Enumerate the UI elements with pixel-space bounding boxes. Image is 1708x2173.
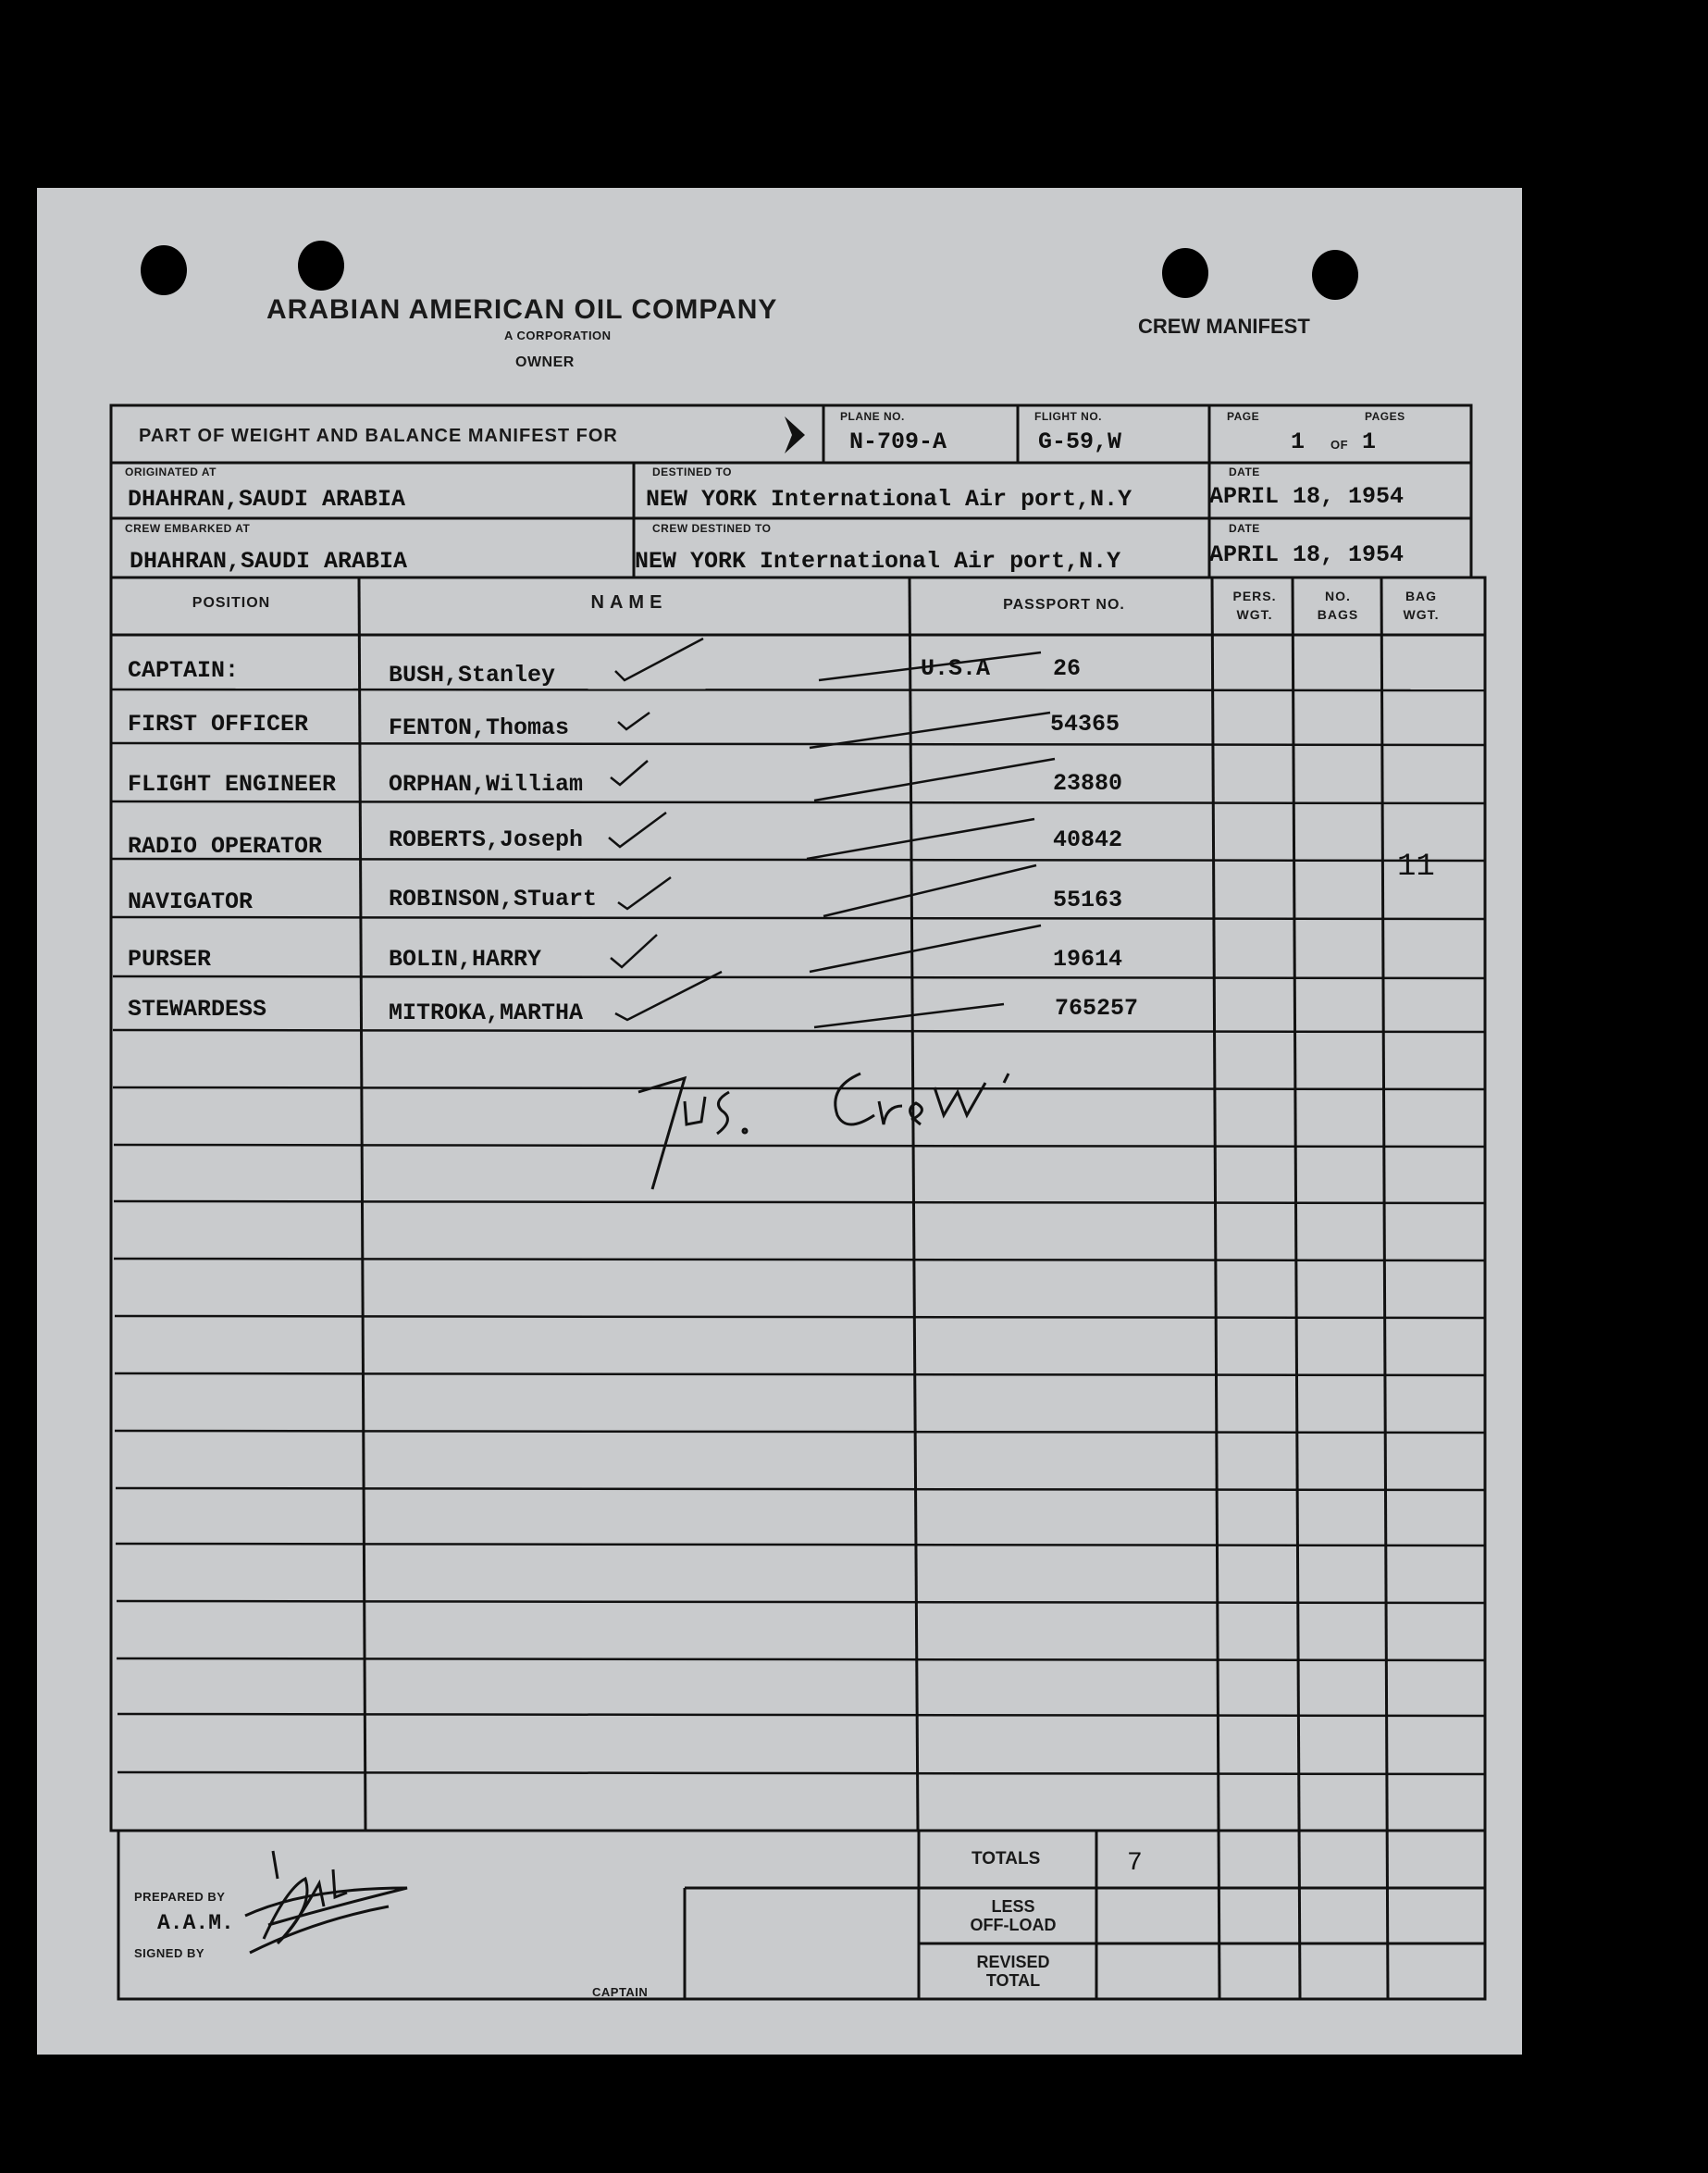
handwritten-note <box>638 1074 1009 1189</box>
captain-label: CAPTAIN <box>592 1985 649 1999</box>
plane-label: PLANE NO. <box>840 410 905 423</box>
crew-name: MITROKA,MARTHA <box>389 1000 584 1026</box>
crew-position: RADIO OPERATOR <box>128 833 323 860</box>
bag-weight-value: 11 <box>1397 850 1435 885</box>
date-value-1: APRIL 18, 1954 <box>1209 483 1405 510</box>
crew-embarked-value: DHAHRAN,SAUDI ARABIA <box>130 548 408 575</box>
destined-label: DESTINED TO <box>652 466 732 478</box>
prepared-by-label: PREPARED BY <box>134 1890 226 1904</box>
prepared-by-value: A.A.M. <box>157 1911 234 1935</box>
column-name: NAME <box>590 592 668 613</box>
flight-number: G-59,W <box>1038 428 1122 455</box>
destined-value: NEW YORK International Air port,N.Y <box>646 486 1132 513</box>
column-passport: PASSPORT NO. <box>1003 597 1125 613</box>
crew-name: ORPHAN,William <box>389 771 584 798</box>
crew-position: CAPTAIN: <box>128 657 240 684</box>
crew-passport: 40842 <box>1053 826 1123 853</box>
check-marks <box>609 639 722 1020</box>
crew-name: ROBINSON,STuart <box>389 886 598 913</box>
crew-position: STEWARDESS <box>128 996 267 1023</box>
pages-number: 1 <box>1362 428 1377 455</box>
crew-position: NAVIGATOR <box>128 888 254 915</box>
crew-destined-value: NEW YORK International Air port,N.Y <box>635 548 1121 575</box>
total-label: TOTAL <box>985 1971 1041 1990</box>
crew-name: FENTON,Thomas <box>389 714 570 741</box>
offload-label: OFF-LOAD <box>970 1916 1057 1934</box>
owner-label: OWNER <box>515 354 575 370</box>
page-label: PAGE <box>1227 410 1260 423</box>
crew-passport: 55163 <box>1053 887 1123 913</box>
crew-passport-prefix: U.S.A <box>921 655 991 682</box>
originated-label: ORIGINATED AT <box>125 466 217 478</box>
crew-name: BUSH,Stanley <box>389 662 556 689</box>
flight-label: FLIGHT NO. <box>1034 410 1102 423</box>
document-title: CREW MANIFEST <box>1138 315 1310 338</box>
originated-value: DHAHRAN,SAUDI ARABIA <box>128 486 406 513</box>
company-name: ARABIAN AMERICAN OIL COMPANY <box>266 294 778 325</box>
plane-number: N-709-A <box>849 428 947 455</box>
company-subtitle: A CORPORATION <box>504 329 612 342</box>
crew-name: BOLIN,HARRY <box>389 946 542 973</box>
crew-passport: 23880 <box>1053 770 1123 797</box>
of-label: OF <box>1331 438 1349 452</box>
crew-passport: 19614 <box>1053 946 1123 973</box>
signature <box>245 1851 407 1953</box>
column-pers-wgt: PERS. WGT. <box>1232 589 1277 622</box>
column-no-bags: NO. BAGS <box>1317 589 1359 622</box>
date-label-1: DATE <box>1229 466 1260 478</box>
crew-passport: 765257 <box>1055 995 1139 1022</box>
less-offload-label <box>925 1897 1101 1934</box>
crew-position: FIRST OFFICER <box>128 711 309 738</box>
column-position: POSITION <box>192 595 271 611</box>
crew-position: PURSER <box>128 946 212 973</box>
revised-label: REVISED <box>976 1953 1050 1971</box>
column-bag-wgt: BAG WGT. <box>1403 589 1440 622</box>
date-label-2: DATE <box>1229 522 1260 535</box>
signed-by-label: SIGNED BY <box>134 1946 205 1960</box>
crew-position: FLIGHT ENGINEER <box>128 771 337 798</box>
crew-passport: 54365 <box>1050 711 1120 738</box>
totals-value: 7 <box>1127 1849 1143 1878</box>
revised-total-label <box>925 1953 1101 1990</box>
crew-name: ROBERTS,Joseph <box>389 826 584 853</box>
crew-embarked-label: CREW EMBARKED AT <box>125 522 251 535</box>
crew-destined-label: CREW DESTINED TO <box>652 522 772 535</box>
pages-label: PAGES <box>1365 410 1405 423</box>
part-of-label: PART OF WEIGHT AND BALANCE MANIFEST FOR <box>139 426 618 446</box>
totals-label: TOTALS <box>972 1849 1041 1869</box>
date-value-2: APRIL 18, 1954 <box>1209 541 1405 568</box>
page-number: 1 <box>1291 428 1306 455</box>
less-label: LESS <box>991 1897 1035 1916</box>
crew-passport: 26 <box>1053 655 1082 682</box>
